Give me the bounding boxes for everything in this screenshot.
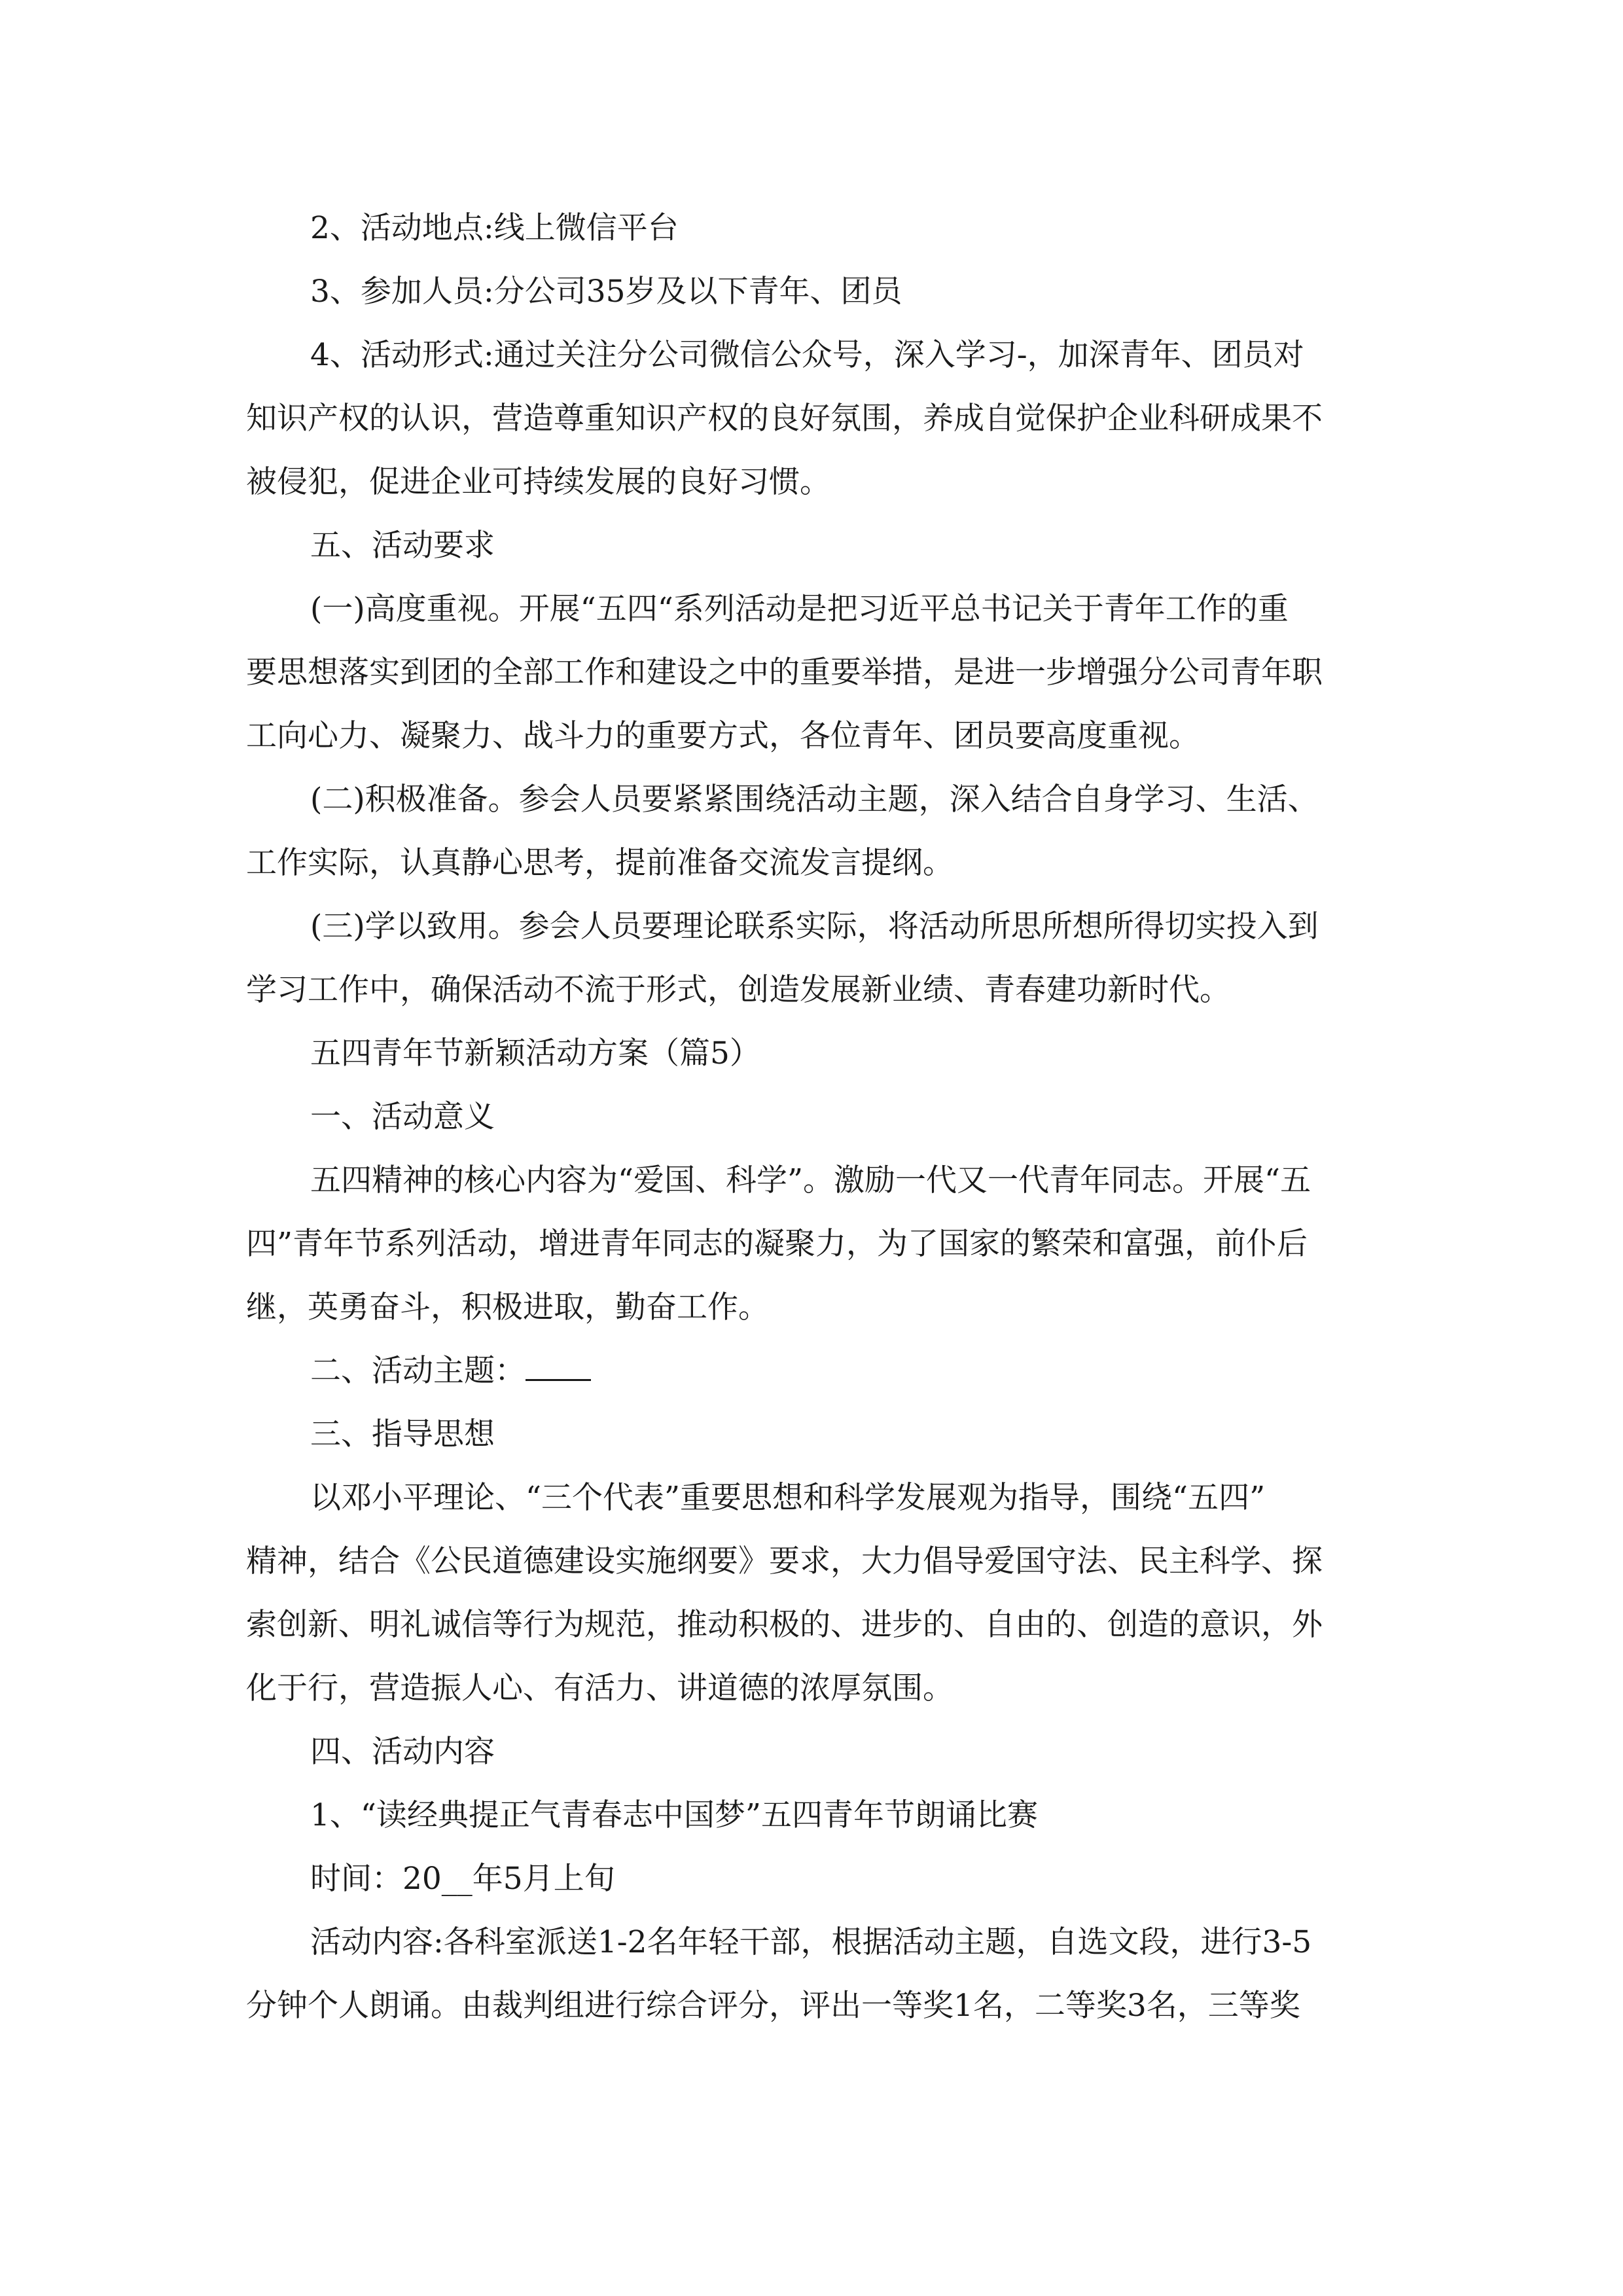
text-line: 索创新、明礼诚信等行为规范，推动积极的、进步的、自由的、创造的意识，外 [246, 1607, 1323, 1643]
text-line: 4、活动形式:通过关注分公司微信公众号，深入学习-，加深青年、团员对 [310, 337, 1304, 373]
text-line: 五四青年节新颖活动方案（篇5） [310, 1035, 760, 1071]
text-line: (三)学以致用。参会人员要理论联系实际，将活动所思所想所得切实投入到 [310, 908, 1319, 944]
item-recitation-contest [246, 1784, 1377, 1847]
paragraph-requirement-2 [246, 768, 1377, 895]
paragraph-requirement-1 [246, 577, 1377, 768]
item-time [246, 1847, 1377, 1910]
theme-label: 二、活动主题： [310, 1353, 526, 1389]
text-line: 知识产权的认识，营造尊重知识产权的良好氛围，养成自觉保护企业科研成果不 [246, 401, 1323, 437]
text-line: 一、活动意义 [310, 1099, 495, 1135]
paragraph-guiding-ideology [246, 1466, 1377, 1720]
heading-activity-content [246, 1720, 1377, 1784]
text-line: 三、指导思想 [310, 1416, 495, 1452]
text-line: 2、活动地点:线上微信平台 [310, 210, 679, 246]
text-line [246, 1339, 1377, 1403]
section-title-plan-5 [246, 1022, 1377, 1085]
text-line: 3、参加人员:分公司35岁及以下青年、团员 [310, 274, 902, 310]
text-line: 要思想落实到团的全部工作和建设之中的重要举措，是进一步增强分公司青年职 [246, 655, 1323, 691]
text-line: 四、活动内容 [310, 1734, 495, 1770]
text-line: 被侵犯，促进企业可持续发展的良好习惯。 [246, 464, 830, 500]
theme-blank [526, 1353, 591, 1381]
text-line: 化于行，营造振人心、有活力、讲道德的浓厚氛围。 [246, 1670, 954, 1706]
text-line: 精神，结合《公民道德建设实施纲要》要求，大力倡导爱国守法、民主科学、探 [246, 1543, 1323, 1579]
item-content-detail [246, 1910, 1377, 2037]
paragraph-significance [246, 1149, 1377, 1339]
text-line: 四”青年节系列活动，增进青年同志的凝聚力，为了国家的繁荣和富强，前仆后 [246, 1226, 1308, 1262]
text-line: 活动内容:各科室派送1-2名年轻干部，根据活动主题，自选文段，进行3-5 [310, 1924, 1312, 1960]
text-line: 工向心力、凝聚力、战斗力的重要方式，各位青年、团员要高度重视。 [246, 718, 1200, 754]
paragraph-venue [246, 196, 1377, 260]
heading-guiding-ideology [246, 1403, 1377, 1466]
text-line: 以邓小平理论、“三个代表”重要思想和科学发展观为指导，围绕“五四” [310, 1480, 1266, 1516]
document-body [246, 196, 1377, 2037]
paragraph-participants [246, 260, 1377, 323]
paragraph-activity-format [246, 323, 1377, 514]
text-line: 1、“读经典提正气青春志中国梦”五四青年节朗诵比赛 [310, 1797, 1038, 1833]
text-line: 工作实际，认真静心思考，提前准备交流发言提纲。 [246, 845, 954, 881]
text-line: 时间：20__年5月上旬 [310, 1861, 615, 1897]
heading-activity-significance [246, 1085, 1377, 1149]
text-line: 继，英勇奋斗，积极进取，勤奋工作。 [246, 1289, 769, 1325]
paragraph-requirement-3 [246, 895, 1377, 1022]
text-line: 分钟个人朗诵。由裁判组进行综合评分，评出一等奖1名，二等奖3名，三等奖 [246, 1988, 1300, 2024]
text-line: (一)高度重视。开展“五四“系列活动是把习近平总书记关于青年工作的重 [310, 591, 1289, 627]
text-line: 五、活动要求 [310, 528, 495, 564]
heading-activity-requirements [246, 514, 1377, 577]
heading-activity-theme [246, 1339, 1377, 1403]
text-line: (二)积极准备。参会人员要紧紧围绕活动主题，深入结合自身学习、生活、 [310, 781, 1319, 817]
text-line: 五四精神的核心内容为“爱国、科学”。激励一代又一代青年同志。开展“五 [310, 1162, 1311, 1198]
text-line: 学习工作中，确保活动不流于形式，创造发展新业绩、青春建功新时代。 [246, 972, 1230, 1008]
